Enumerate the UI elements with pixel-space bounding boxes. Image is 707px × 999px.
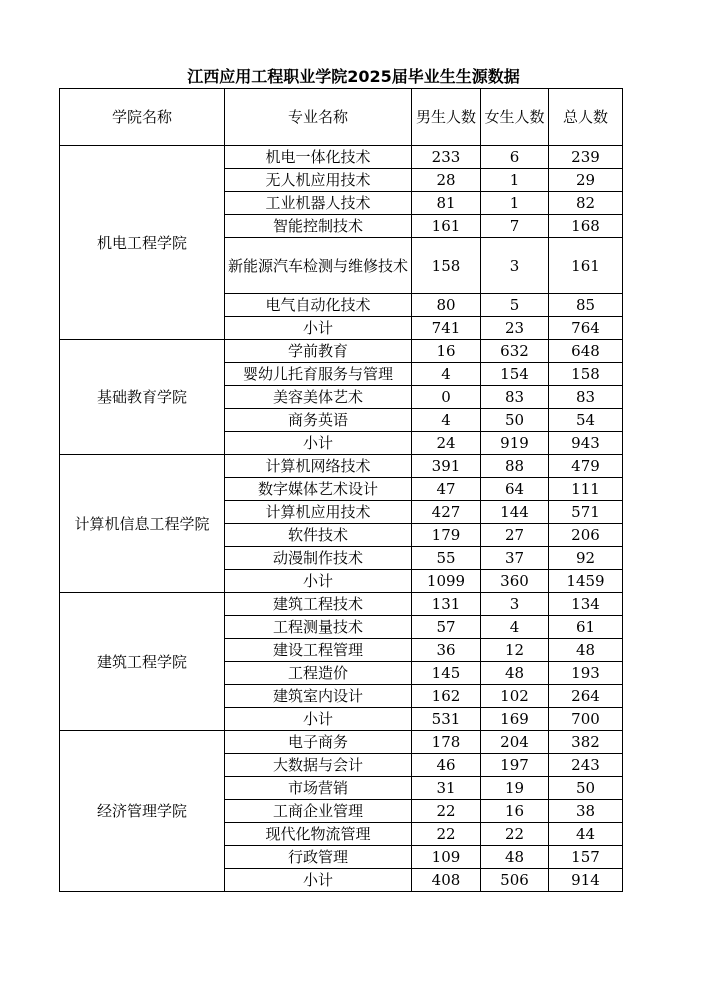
male-cell: 16 <box>412 340 481 363</box>
female-cell: 83 <box>481 386 549 409</box>
header-female: 女生人数 <box>481 89 549 146</box>
total-cell: 382 <box>549 731 623 754</box>
female-cell: 64 <box>481 478 549 501</box>
major-cell: 工程造价 <box>225 662 412 685</box>
major-cell: 建设工程管理 <box>225 639 412 662</box>
female-cell: 48 <box>481 662 549 685</box>
male-cell: 741 <box>412 317 481 340</box>
female-cell: 22 <box>481 823 549 846</box>
table-row <box>60 146 623 169</box>
total-cell: 243 <box>549 754 623 777</box>
male-cell: 0 <box>412 386 481 409</box>
total-cell: 764 <box>549 317 623 340</box>
total-cell: 82 <box>549 192 623 215</box>
total-cell: 157 <box>549 846 623 869</box>
total-cell: 44 <box>549 823 623 846</box>
header-college: 学院名称 <box>60 89 225 146</box>
major-cell: 机电一体化技术 <box>225 146 412 169</box>
total-cell: 158 <box>549 363 623 386</box>
major-cell: 建筑室内设计 <box>225 685 412 708</box>
female-cell: 16 <box>481 800 549 823</box>
female-cell: 12 <box>481 639 549 662</box>
female-cell: 50 <box>481 409 549 432</box>
female-cell: 37 <box>481 547 549 570</box>
male-cell: 145 <box>412 662 481 685</box>
total-cell: 193 <box>549 662 623 685</box>
female-cell: 144 <box>481 501 549 524</box>
total-cell: 914 <box>549 869 623 892</box>
total-cell: 239 <box>549 146 623 169</box>
male-cell: 31 <box>412 777 481 800</box>
major-cell: 动漫制作技术 <box>225 547 412 570</box>
female-cell: 1 <box>481 192 549 215</box>
male-cell: 131 <box>412 593 481 616</box>
major-cell: 小计 <box>225 570 412 593</box>
total-cell: 83 <box>549 386 623 409</box>
major-cell: 软件技术 <box>225 524 412 547</box>
male-cell: 4 <box>412 363 481 386</box>
major-cell: 智能控制技术 <box>225 215 412 238</box>
major-cell: 婴幼儿托育服务与管理 <box>225 363 412 386</box>
graduate-source-table <box>59 88 623 892</box>
major-cell: 市场营销 <box>225 777 412 800</box>
male-cell: 109 <box>412 846 481 869</box>
female-cell: 506 <box>481 869 549 892</box>
total-cell: 571 <box>549 501 623 524</box>
total-cell: 29 <box>549 169 623 192</box>
female-cell: 1 <box>481 169 549 192</box>
male-cell: 158 <box>412 238 481 294</box>
major-cell: 行政管理 <box>225 846 412 869</box>
male-cell: 47 <box>412 478 481 501</box>
header-row <box>60 89 623 146</box>
male-cell: 391 <box>412 455 481 478</box>
college-name-cell: 基础教育学院 <box>60 340 225 455</box>
female-cell: 919 <box>481 432 549 455</box>
total-cell: 111 <box>549 478 623 501</box>
college-name-cell: 计算机信息工程学院 <box>60 455 225 593</box>
major-cell: 商务英语 <box>225 409 412 432</box>
male-cell: 408 <box>412 869 481 892</box>
major-cell: 小计 <box>225 869 412 892</box>
total-cell: 479 <box>549 455 623 478</box>
male-cell: 233 <box>412 146 481 169</box>
college-name-cell: 建筑工程学院 <box>60 593 225 731</box>
college-name-cell: 经济管理学院 <box>60 731 225 892</box>
male-cell: 1099 <box>412 570 481 593</box>
female-cell: 204 <box>481 731 549 754</box>
male-cell: 22 <box>412 823 481 846</box>
female-cell: 154 <box>481 363 549 386</box>
total-cell: 92 <box>549 547 623 570</box>
total-cell: 168 <box>549 215 623 238</box>
major-cell: 数字媒体艺术设计 <box>225 478 412 501</box>
major-cell: 电子商务 <box>225 731 412 754</box>
total-cell: 38 <box>549 800 623 823</box>
male-cell: 57 <box>412 616 481 639</box>
male-cell: 81 <box>412 192 481 215</box>
major-cell: 计算机应用技术 <box>225 501 412 524</box>
male-cell: 531 <box>412 708 481 731</box>
total-cell: 943 <box>549 432 623 455</box>
major-cell: 小计 <box>225 708 412 731</box>
total-cell: 48 <box>549 639 623 662</box>
male-cell: 162 <box>412 685 481 708</box>
header-male: 男生人数 <box>412 89 481 146</box>
male-cell: 36 <box>412 639 481 662</box>
male-cell: 55 <box>412 547 481 570</box>
total-cell: 161 <box>549 238 623 294</box>
major-cell: 美容美体艺术 <box>225 386 412 409</box>
total-cell: 54 <box>549 409 623 432</box>
male-cell: 427 <box>412 501 481 524</box>
major-cell: 大数据与会计 <box>225 754 412 777</box>
male-cell: 22 <box>412 800 481 823</box>
total-cell: 61 <box>549 616 623 639</box>
total-cell: 85 <box>549 294 623 317</box>
table-row <box>60 731 623 754</box>
female-cell: 88 <box>481 455 549 478</box>
major-cell: 小计 <box>225 317 412 340</box>
major-cell: 小计 <box>225 432 412 455</box>
college-name-cell: 机电工程学院 <box>60 146 225 340</box>
female-cell: 4 <box>481 616 549 639</box>
female-cell: 27 <box>481 524 549 547</box>
total-cell: 50 <box>549 777 623 800</box>
female-cell: 19 <box>481 777 549 800</box>
major-cell: 新能源汽车检测与维修技术 <box>225 238 412 294</box>
major-cell: 工商企业管理 <box>225 800 412 823</box>
table-row <box>60 593 623 616</box>
female-cell: 169 <box>481 708 549 731</box>
major-cell: 工业机器人技术 <box>225 192 412 215</box>
major-cell: 计算机网络技术 <box>225 455 412 478</box>
total-cell: 134 <box>549 593 623 616</box>
male-cell: 80 <box>412 294 481 317</box>
total-cell: 648 <box>549 340 623 363</box>
total-cell: 1459 <box>549 570 623 593</box>
female-cell: 23 <box>481 317 549 340</box>
major-cell: 建筑工程技术 <box>225 593 412 616</box>
female-cell: 5 <box>481 294 549 317</box>
male-cell: 161 <box>412 215 481 238</box>
table-row <box>60 340 623 363</box>
major-cell: 工程测量技术 <box>225 616 412 639</box>
major-cell: 无人机应用技术 <box>225 169 412 192</box>
total-cell: 264 <box>549 685 623 708</box>
major-cell: 学前教育 <box>225 340 412 363</box>
header-total: 总人数 <box>549 89 623 146</box>
female-cell: 632 <box>481 340 549 363</box>
table-row <box>60 455 623 478</box>
male-cell: 4 <box>412 409 481 432</box>
table-title: 江西应用工程职业学院2025届毕业生生源数据 <box>187 67 520 86</box>
female-cell: 360 <box>481 570 549 593</box>
male-cell: 28 <box>412 169 481 192</box>
male-cell: 46 <box>412 754 481 777</box>
male-cell: 24 <box>412 432 481 455</box>
female-cell: 48 <box>481 846 549 869</box>
total-cell: 206 <box>549 524 623 547</box>
male-cell: 178 <box>412 731 481 754</box>
female-cell: 7 <box>481 215 549 238</box>
male-cell: 179 <box>412 524 481 547</box>
female-cell: 197 <box>481 754 549 777</box>
total-cell: 700 <box>549 708 623 731</box>
major-cell: 现代化物流管理 <box>225 823 412 846</box>
female-cell: 6 <box>481 146 549 169</box>
header-major: 专业名称 <box>225 89 412 146</box>
female-cell: 102 <box>481 685 549 708</box>
female-cell: 3 <box>481 593 549 616</box>
major-cell: 电气自动化技术 <box>225 294 412 317</box>
female-cell: 3 <box>481 238 549 294</box>
